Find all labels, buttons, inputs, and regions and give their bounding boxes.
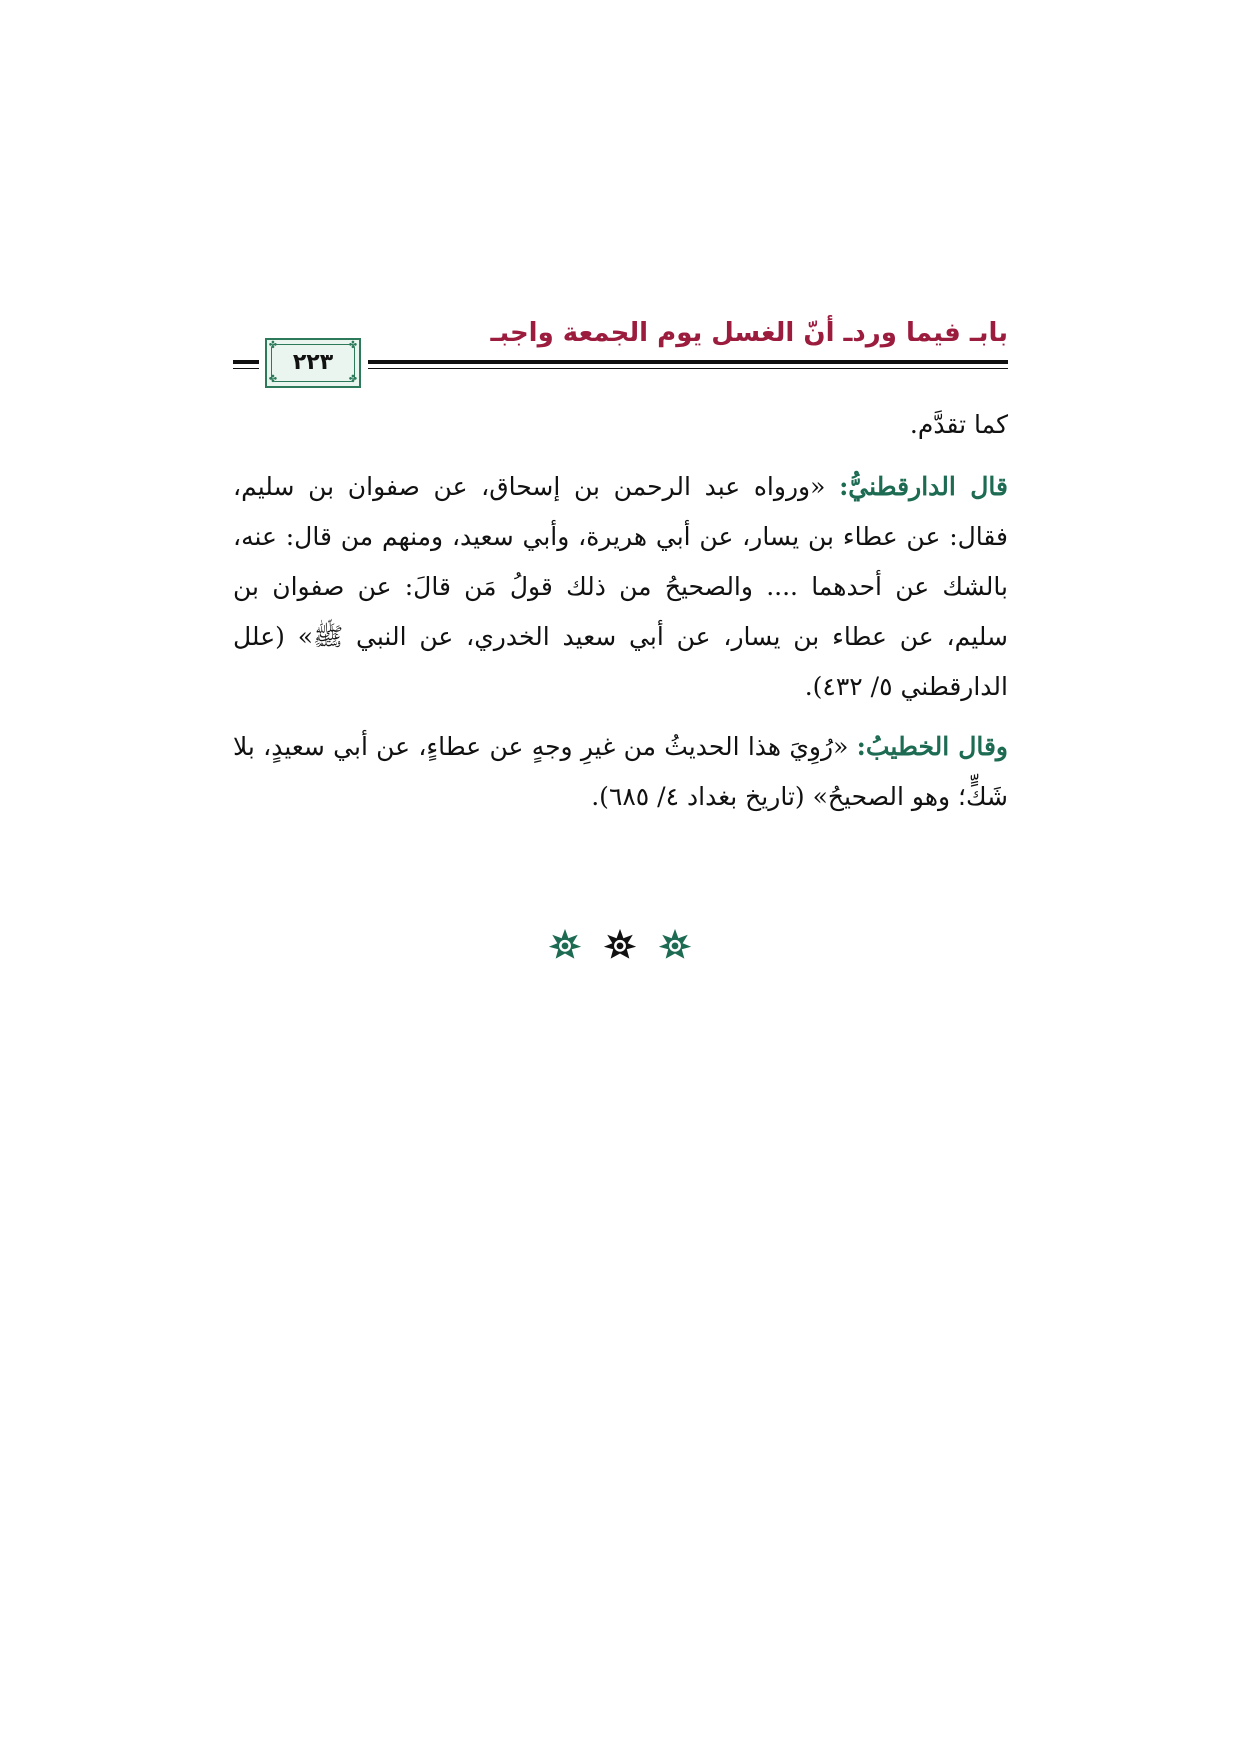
frame-corner-icon: ✤ bbox=[348, 340, 358, 351]
paragraph-text: «رُوِيَ هذا الحديثُ من غيرِ وجهٍ عن عطاءٍ، عن أبي سعيدٍ، بلا شَكٍّ؛ وهو الصحيحُ» (تاريخ بغداد ٤/ ٦٨٥). bbox=[233, 732, 1008, 811]
paragraph-continuation bbox=[233, 400, 1008, 450]
frame-corner-icon: ✤ bbox=[348, 374, 358, 385]
frame-corner-icon: ✤ bbox=[268, 340, 278, 351]
speaker-label: قال الدارقطنيُّ: bbox=[839, 472, 1008, 501]
header-rule-left-thick bbox=[233, 360, 259, 364]
paragraph-daraqutni bbox=[233, 462, 1008, 712]
header-rule-left-thin bbox=[233, 368, 259, 369]
page-body bbox=[233, 400, 1008, 832]
page-number-frame bbox=[265, 338, 361, 388]
speaker-label: وقال الخطيبُ: bbox=[856, 732, 1008, 761]
section-end-ornaments bbox=[0, 928, 1240, 968]
page-number: ٢٢٣ bbox=[292, 350, 334, 375]
star-ornament-icon bbox=[658, 928, 692, 962]
paragraph-text: كما تقدَّم. bbox=[909, 410, 1008, 439]
header-rule-thin bbox=[368, 368, 1008, 369]
frame-corner-icon: ✤ bbox=[268, 374, 278, 385]
paragraph-khatib bbox=[233, 722, 1008, 822]
star-ornament-icon bbox=[603, 928, 637, 962]
paragraph-text: «ورواه عبد الرحمن بن إسحاق، عن صفوان بن سليم، فقال: عن عطاء بن يسار، عن أبي هريرة، وأبي سعيد، ومنهم من قال: عنه، بالشك عن أحدهما .... والصحيحُ من ذلك قولُ مَن قالَ: عن صفوان بن سليم، عن عطاء بن يسار، عن أبي سعيد الخدري، عن النبي ﷺ» (علل الدارقطني ٥/ ٤٣٢). bbox=[233, 472, 1008, 701]
star-ornament-icon bbox=[548, 928, 582, 962]
page-header bbox=[233, 310, 1008, 390]
chapter-title: بابـ فيما وردـ أنّ الغسل يوم الجمعة واجبـ bbox=[490, 318, 1008, 348]
header-rule-thick bbox=[368, 360, 1008, 364]
